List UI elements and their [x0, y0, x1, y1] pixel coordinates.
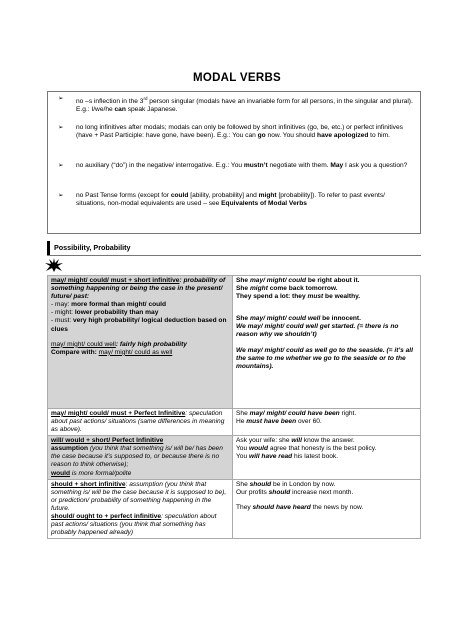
page-title: MODAL VERBS [192, 72, 282, 84]
row-3-explanation: will/ would + short/ Perfect Infinitive assumption (you think that something is/ will be/ has been the case because it’s supposed to, or because there is no reason to think otherwise); would is more formal/polite [48, 436, 233, 479]
row-4-explanation: should + short infinitive: assumption (you think that something is/ will be the case because it is supposed to be), or prediction/ probability of something happening in the future. should/ ought to + perfect infinitive: speculation about past actions/ situations (you think that something has probably happened already) [48, 479, 233, 539]
row-3-examples: Ask your wife: she will know the answer. You would agree that honesty is the best policy. You will have read his latest book. [233, 436, 421, 479]
arrow-bullet-icon: ➢ [58, 95, 64, 102]
ink-splat-icon [44, 257, 64, 273]
table-row [48, 276, 421, 409]
modal-rules-box [47, 91, 421, 234]
row-1-examples: She may/ might/ could be right about it. She might come back tomorrow. They spend a lot: they must be wealthy. She may/ might/ could well be innocent. We may/ might/ could well get started. (= there is no reason why we shouldn’t) We may/ might/ could as well go to the seaside. (= it’s all the same to me whether we go to the seaside or to the mountains). [233, 276, 421, 409]
table-row [48, 408, 421, 435]
modal-table [47, 275, 421, 539]
arrow-bullet-icon: ➢ [58, 162, 64, 169]
rule-4: ➢ no Past Tense forms (except for could [ability, probability] and might [probability]). To refer to past events/ situations, non-modal equivalents are used – see Equivalents of Modal Verbs [58, 192, 385, 208]
section-heading [47, 241, 421, 256]
rule-1: ➢ no –s inflection in the 3rd person singular (modals have an invariable form for all persons, in the singular and plural). E.g.: I/we/he can speak Japanese. [58, 95, 413, 114]
section-title: Possibility, Probability [54, 243, 131, 252]
row-2-examples: She may/ might/ could have been right. He must have been over 60. [233, 408, 421, 435]
rule-3: ➢ no auxiliary (“do”) in the negative/ interrogative. E.g.: You mustn’t negotiate with them. May I ask you a question? [58, 162, 408, 169]
arrow-bullet-icon: ➢ [58, 124, 64, 131]
row-2-explanation: may/ might/ could/ must + Perfect Infinitive: speculation about past actions/ situations (same differences in meaning as above). [48, 408, 233, 435]
arrow-bullet-icon: ➢ [58, 192, 64, 199]
row-1-explanation: may/ might/ could/ must + short infinitive: probability of something happening or being the case in the present/ future/ past: - may: more formal than might/ could - might: lower probability than may - must: very high probability/ logical deduction based on clues may/ might/ could well: fairly high probability Compare with: may/ might/ could as well [48, 276, 233, 409]
section-marker [47, 241, 50, 255]
row-4-examples: She should be in London by now. Our profits should increase next month. They should have heard the news by now. [233, 479, 421, 539]
table-row [48, 436, 421, 479]
rule-2: ➢ no long infinitives after modals; modals can only be followed by short infinitives (go, be, etc.) or perfect infinitives (have + Past Participle: have gone, have been). E.g.: You can go now. You should have apologized to him. [58, 124, 403, 140]
table-row [48, 479, 421, 539]
